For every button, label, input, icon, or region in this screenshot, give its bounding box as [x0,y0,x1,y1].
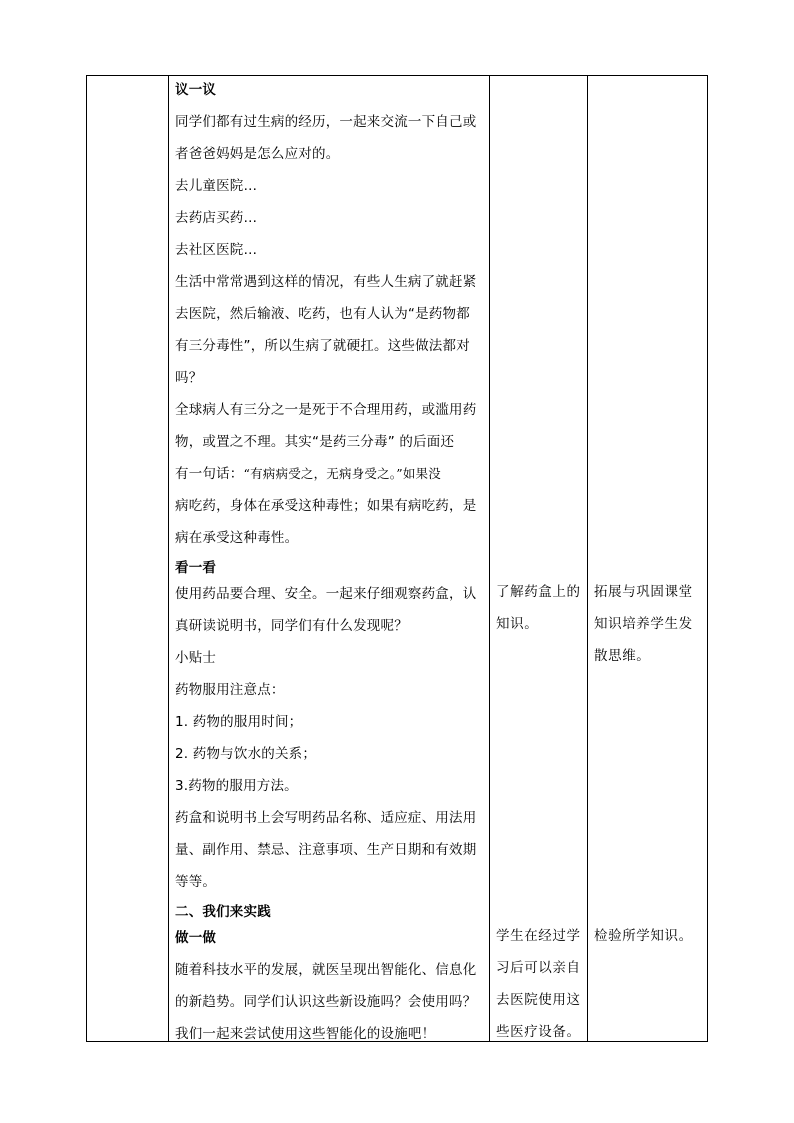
content-line [175,714,302,730]
line-text: 全球病人有三分之一是死于不合理用药，或滥用药 [175,402,477,418]
content-line [175,586,476,602]
content-line [175,1026,435,1042]
activity-column-cell [490,76,588,1042]
activity-line: 学生在经过学 [496,928,581,944]
content-line [175,146,339,162]
line-text: 去药店买药… [175,210,258,226]
content-column-cell [169,76,490,1042]
line-text: 看一看 [175,560,217,576]
line-text: 病在承受这种毒性。 [175,530,299,546]
content-line [175,498,476,514]
line-text: 真研读说明书，同学们有什么发现呢？ [175,618,408,634]
content-line [175,530,298,546]
line-text: 的新趋势。同学们认识这些新设施吗？会使用吗？ [175,994,477,1010]
activity-line: 些医疗设备。 [496,1024,581,1040]
content-line [175,402,476,418]
content-line [175,242,257,258]
line-text: 同学们都有过生病的经历，一起来交流一下自己或 [175,114,477,130]
content-line [175,778,298,794]
line-text: 去医院，然后输液、吃药，也有人认为“是药物都 [175,306,470,322]
line-text: 去儿童医院… [175,178,258,194]
content-line [175,306,470,322]
activity-line: 去医院使用这 [496,992,581,1008]
content-line [175,810,476,826]
content-line [175,874,216,890]
intent-line: 知识培养学生发 [594,616,693,632]
intent-line: 散思维。 [594,648,651,664]
content-line [175,746,316,762]
line-text: 病吃药，身体在承受这种毒性；如果有病吃药，是 [175,498,477,514]
line-text: 小贴士 [175,650,217,666]
section-column-cell [87,76,169,1042]
line-text: 有三分毒性”，所以生病了就硬扛。这些做法都对 [175,338,470,354]
content-line [175,338,470,354]
content-line [175,466,441,482]
line-text: 二、我们来实践 [175,904,271,920]
content-line [175,682,285,698]
line-text: 去社区医院… [175,242,258,258]
line-text: 2. 药物与饮水的关系； [175,746,317,762]
content-line [175,274,476,290]
section-heading [175,930,216,946]
intent-column-cell [588,76,708,1042]
line-text: 吗？ [175,370,203,386]
lesson-table [86,75,708,1042]
content-line [175,370,202,386]
line-text: 3.药物的服用方法。 [175,778,298,794]
content-line [175,650,216,666]
line-text: 1. 药物的服用时间； [175,714,303,730]
line-text: 物，或置之不理。其实“是药三分毒” 的后面还 [175,434,455,450]
intent-line: 拓展与巩固课堂 [594,584,693,600]
activity-line: 了解药盒上的 [496,584,581,600]
line-text: 我们一起来尝试使用这些智能化的设施吧！ [175,1026,436,1042]
content-line [175,994,476,1010]
section-heading [175,904,271,920]
content-line [175,178,257,194]
intent-line: 检验所学知识。 [594,928,693,944]
line-text: 者爸爸妈妈是怎么应对的。 [175,146,340,162]
content-line [175,434,454,450]
content-line [175,962,476,978]
section-heading [175,82,216,98]
line-text: 有一句话： [175,466,244,482]
activity-line: 习后可以亲自 [496,960,581,976]
line-text: 使用药品要合理、安全。一起来仔细观察药盒，认 [175,586,477,602]
line-text: 药物服用注意点： [175,682,285,698]
quote-text: “有病病受之，无病身受之。”如果没 [243,466,441,481]
line-text: 随着科技水平的发展，就医呈现出智能化、信息化 [175,962,477,978]
table-row [87,76,708,1042]
content-line [175,114,476,130]
activity-line: 知识。 [496,616,539,632]
line-text: 生活中常常遇到这样的情况，有些人生病了就赶紧 [175,274,477,290]
line-text: 等等。 [175,874,217,890]
content-line [175,618,408,634]
line-text: 做一做 [175,930,217,946]
line-text: 量、副作用、禁忌、注意事项、生产日期和有效期 [175,842,477,858]
line-text: 议一议 [175,82,217,98]
content-line [175,842,476,858]
content-line [175,210,257,226]
section-heading [175,560,216,576]
line-text: 药盒和说明书上会写明药品名称、适应症、用法用 [175,810,477,826]
